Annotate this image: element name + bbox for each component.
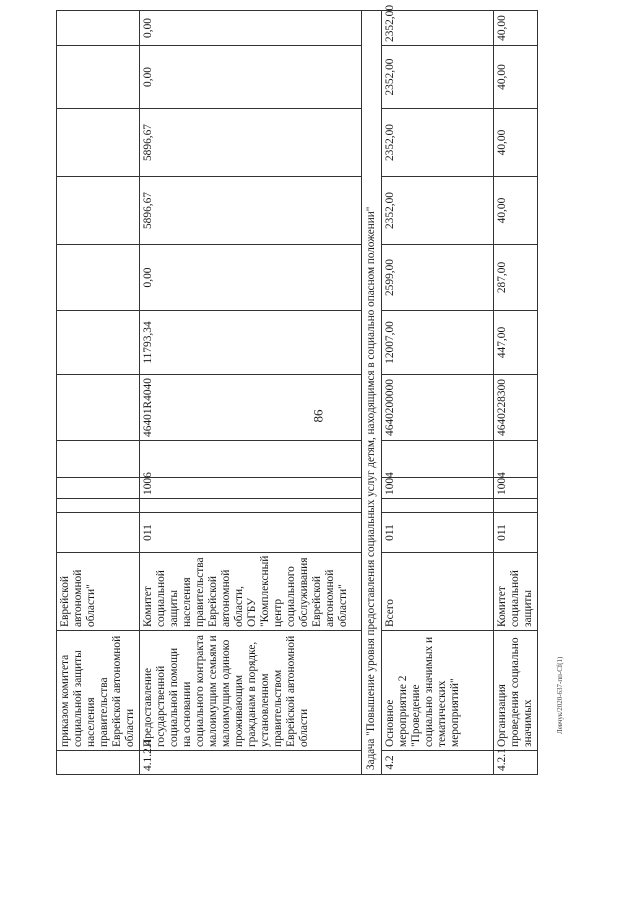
amount-2020: 0,00: [140, 245, 362, 311]
table-row: [140, 11, 362, 775]
executor: Комитет социальной защиты населения правительства Еврейской автономной области, ОГБУ "Комплексный центр социального обслуживания Еврейской автономной области": [140, 553, 362, 631]
empty-cell: [382, 499, 494, 513]
amount-2021: 2352,00: [382, 177, 494, 245]
measure-name: Предоставление государственной социальной помощи на основании социального контракта малоимущим семьям и малоимущим одиноко проживающим гражданам в порядке, установленном правительством Еврейской автономной области: [140, 631, 362, 751]
executor: Всего: [382, 553, 494, 631]
amount-2024: [57, 11, 140, 46]
document-code: Левчук/2020-637-пп-Cf(1): [556, 656, 564, 734]
empty-cell: [140, 441, 362, 478]
amount-total: 11793,34: [140, 311, 362, 375]
empty-cell: [57, 441, 140, 478]
measure-name: Организация проведения социально значимых: [494, 631, 538, 751]
amount-2020: [57, 245, 140, 311]
grbs-code: 011: [382, 513, 494, 553]
table-row: [57, 11, 140, 775]
amount-2022: 2352,00: [382, 109, 494, 177]
empty-cell: [57, 499, 140, 513]
budget-table: [56, 4, 538, 775]
amount-2023: 40,00: [494, 46, 538, 109]
amount-2023: [57, 46, 140, 109]
row-number: [57, 751, 140, 775]
amount-2024: 40,00: [494, 11, 538, 46]
grbs-code: 011: [140, 513, 362, 553]
rz-code: 1006: [140, 478, 362, 499]
task-row: [362, 11, 382, 775]
amount-2024: 2352,00: [382, 11, 494, 46]
empty-cell: [140, 499, 362, 513]
amount-2020: 287,00: [494, 245, 538, 311]
amount-2021: 5896,67: [140, 177, 362, 245]
rotated-table-container: [56, 4, 574, 775]
amount-2021: 40,00: [494, 177, 538, 245]
rz-code: [57, 478, 140, 499]
executor: Комитет социальной защиты: [494, 553, 538, 631]
amount-total: 447,00: [494, 311, 538, 375]
row-number: 4.2.1: [494, 751, 538, 775]
amount-2020: 2599,00: [382, 245, 494, 311]
grbs-code: 011: [494, 513, 538, 553]
amount-2022: 5896,67: [140, 109, 362, 177]
amount-2022: [57, 109, 140, 177]
row-number: 4.2: [382, 751, 494, 775]
amount-2023: 0,00: [140, 46, 362, 109]
empty-cell: [494, 499, 538, 513]
csr-code: 4640200000: [382, 375, 494, 441]
amount-2023: 2352,00: [382, 46, 494, 109]
measure-name: Основное мероприятие 2 "Проведение социально значимых и тематических мероприятий": [382, 631, 494, 751]
amount-2021: [57, 177, 140, 245]
amount-2024: 0,00: [140, 11, 362, 46]
measure-name: приказом комитета социальной защиты населения правительства Еврейской автономной области: [57, 631, 140, 751]
table-row: [382, 11, 494, 775]
amount-total: [57, 311, 140, 375]
table-row: [494, 11, 538, 775]
row-number: 4.1.2.4: [140, 751, 362, 775]
amount-2022: 40,00: [494, 109, 538, 177]
csr-code: 4640228300: [494, 375, 538, 441]
csr-code: [57, 375, 140, 441]
rz-code: 1004: [382, 478, 494, 499]
page-number: 86: [310, 409, 326, 423]
rz-code: 1004: [494, 478, 538, 499]
task-title: Задача "Повышение уровня предоставления социальных услуг детям, находящимся в социально опасном положении": [362, 11, 382, 775]
grbs-code: [57, 513, 140, 553]
executor: Еврейской автономной области": [57, 553, 140, 631]
empty-cell: [382, 441, 494, 478]
amount-total: 12007,00: [382, 311, 494, 375]
csr-code: 46401R4040: [140, 375, 362, 441]
